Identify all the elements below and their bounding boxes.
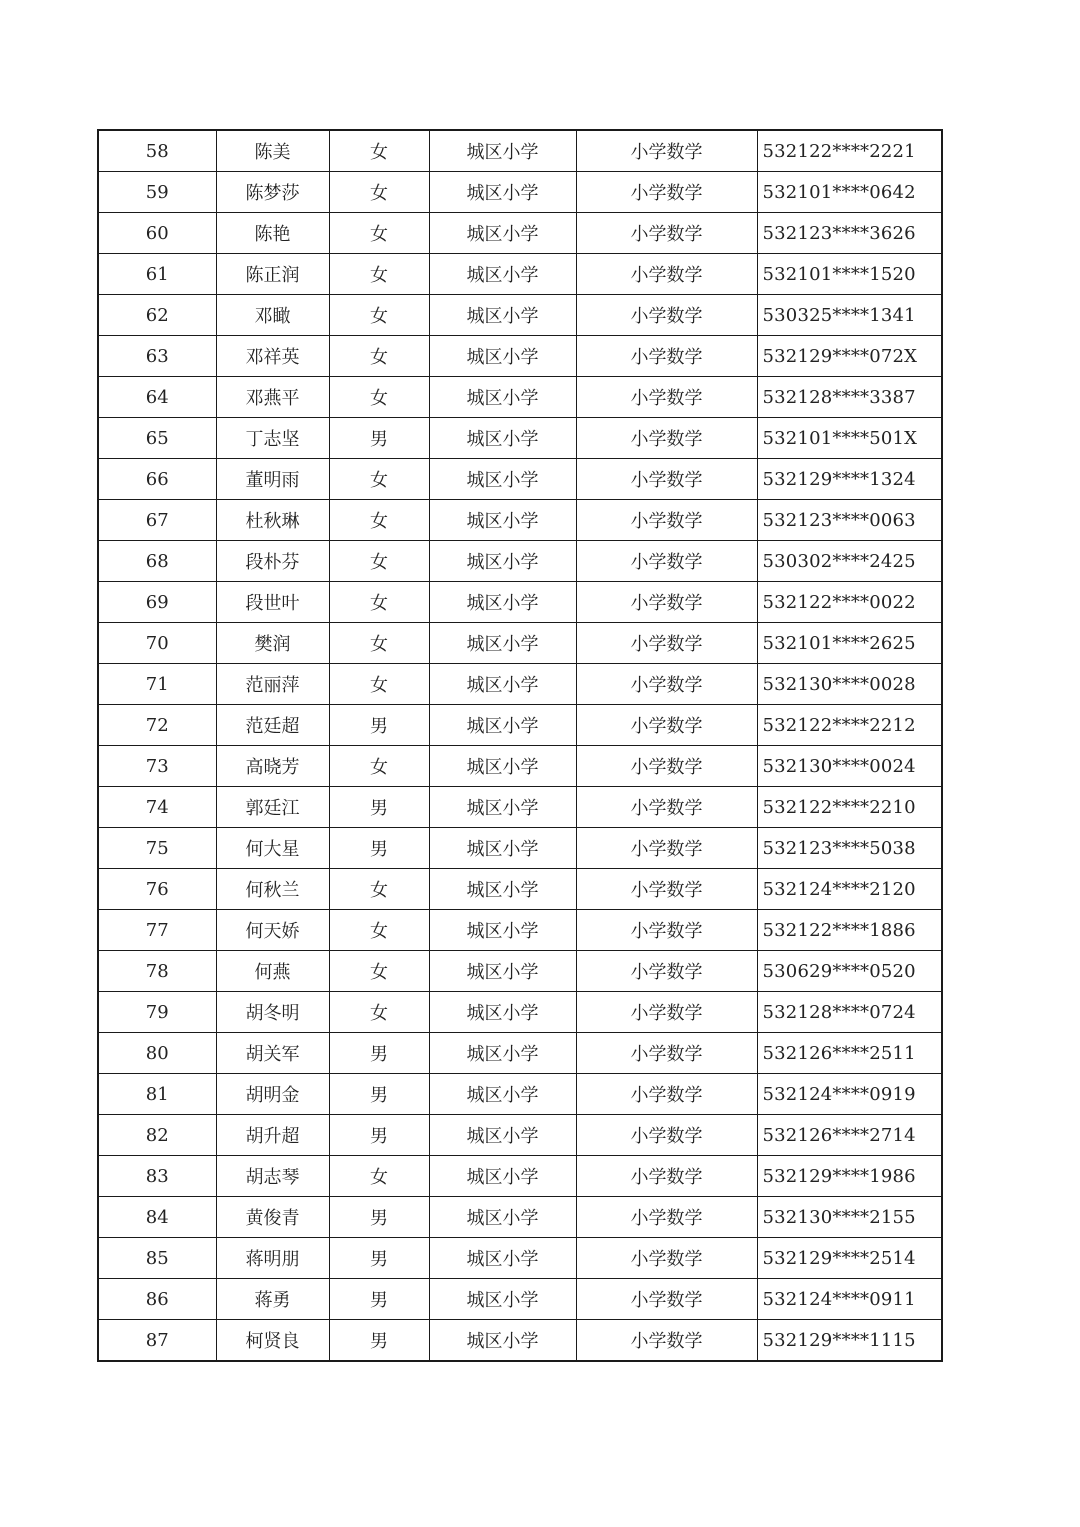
cell-number: 65 — [98, 418, 216, 459]
cell-name: 范廷超 — [216, 705, 329, 746]
table-row — [98, 951, 942, 992]
cell-id-number: 532130****0028 — [757, 664, 942, 705]
table-row — [98, 1115, 942, 1156]
cell-school: 城区小学 — [429, 336, 576, 377]
table-row — [98, 1156, 942, 1197]
cell-number: 58 — [98, 130, 216, 172]
cell-subject: 小学数学 — [576, 377, 757, 418]
cell-gender: 女 — [329, 295, 429, 336]
cell-gender: 男 — [329, 1074, 429, 1115]
table-row — [98, 1320, 942, 1362]
cell-school: 城区小学 — [429, 951, 576, 992]
cell-name: 段朴芬 — [216, 541, 329, 582]
cell-subject: 小学数学 — [576, 295, 757, 336]
cell-number: 73 — [98, 746, 216, 787]
cell-id-number: 532101****501X — [757, 418, 942, 459]
table-row — [98, 992, 942, 1033]
cell-name: 邓祥英 — [216, 336, 329, 377]
cell-school: 城区小学 — [429, 541, 576, 582]
cell-gender: 女 — [329, 910, 429, 951]
table-row — [98, 418, 942, 459]
cell-school: 城区小学 — [429, 623, 576, 664]
cell-id-number: 532122****1886 — [757, 910, 942, 951]
cell-school: 城区小学 — [429, 1156, 576, 1197]
cell-name: 何大星 — [216, 828, 329, 869]
cell-gender: 男 — [329, 787, 429, 828]
cell-name: 段世叶 — [216, 582, 329, 623]
cell-number: 64 — [98, 377, 216, 418]
table-row — [98, 172, 942, 213]
table-row — [98, 377, 942, 418]
cell-id-number: 532101****1520 — [757, 254, 942, 295]
cell-name: 陈正润 — [216, 254, 329, 295]
cell-subject: 小学数学 — [576, 172, 757, 213]
cell-number: 62 — [98, 295, 216, 336]
cell-number: 74 — [98, 787, 216, 828]
cell-subject: 小学数学 — [576, 951, 757, 992]
cell-school: 城区小学 — [429, 1238, 576, 1279]
cell-name: 胡关军 — [216, 1033, 329, 1074]
cell-gender: 女 — [329, 377, 429, 418]
cell-number: 68 — [98, 541, 216, 582]
cell-subject: 小学数学 — [576, 787, 757, 828]
cell-number: 76 — [98, 869, 216, 910]
cell-gender: 女 — [329, 541, 429, 582]
cell-id-number: 532129****1324 — [757, 459, 942, 500]
cell-name: 何秋兰 — [216, 869, 329, 910]
cell-number: 75 — [98, 828, 216, 869]
cell-subject: 小学数学 — [576, 1197, 757, 1238]
cell-number: 77 — [98, 910, 216, 951]
cell-number: 84 — [98, 1197, 216, 1238]
table-row — [98, 1238, 942, 1279]
cell-name: 范丽萍 — [216, 664, 329, 705]
roster-body — [98, 130, 942, 1361]
roster-table — [97, 129, 943, 1362]
cell-id-number: 532123****3626 — [757, 213, 942, 254]
table-row — [98, 582, 942, 623]
cell-name: 胡明金 — [216, 1074, 329, 1115]
cell-number: 67 — [98, 500, 216, 541]
cell-id-number: 532130****0024 — [757, 746, 942, 787]
cell-name: 陈美 — [216, 130, 329, 172]
cell-id-number: 532101****2625 — [757, 623, 942, 664]
cell-id-number: 530325****1341 — [757, 295, 942, 336]
cell-number: 66 — [98, 459, 216, 500]
table-row — [98, 828, 942, 869]
cell-school: 城区小学 — [429, 1074, 576, 1115]
cell-school: 城区小学 — [429, 130, 576, 172]
cell-subject: 小学数学 — [576, 336, 757, 377]
cell-number: 71 — [98, 664, 216, 705]
cell-id-number: 532124****0919 — [757, 1074, 942, 1115]
cell-school: 城区小学 — [429, 705, 576, 746]
cell-school: 城区小学 — [429, 213, 576, 254]
cell-number: 60 — [98, 213, 216, 254]
cell-gender: 女 — [329, 172, 429, 213]
cell-number: 83 — [98, 1156, 216, 1197]
cell-subject: 小学数学 — [576, 254, 757, 295]
cell-subject: 小学数学 — [576, 1279, 757, 1320]
table-row — [98, 459, 942, 500]
cell-subject: 小学数学 — [576, 828, 757, 869]
cell-subject: 小学数学 — [576, 418, 757, 459]
table-row — [98, 1074, 942, 1115]
cell-school: 城区小学 — [429, 1115, 576, 1156]
cell-name: 杜秋琳 — [216, 500, 329, 541]
table-row — [98, 541, 942, 582]
cell-name: 蒋明朋 — [216, 1238, 329, 1279]
cell-subject: 小学数学 — [576, 582, 757, 623]
cell-id-number: 532122****0022 — [757, 582, 942, 623]
cell-school: 城区小学 — [429, 992, 576, 1033]
cell-number: 86 — [98, 1279, 216, 1320]
cell-id-number: 530302****2425 — [757, 541, 942, 582]
cell-gender: 男 — [329, 1033, 429, 1074]
cell-gender: 女 — [329, 1156, 429, 1197]
cell-school: 城区小学 — [429, 500, 576, 541]
table-row — [98, 213, 942, 254]
cell-gender: 男 — [329, 828, 429, 869]
cell-subject: 小学数学 — [576, 541, 757, 582]
cell-name: 胡冬明 — [216, 992, 329, 1033]
table-row — [98, 869, 942, 910]
table-row — [98, 1197, 942, 1238]
cell-name: 郭廷江 — [216, 787, 329, 828]
cell-id-number: 532129****072X — [757, 336, 942, 377]
cell-number: 70 — [98, 623, 216, 664]
cell-school: 城区小学 — [429, 459, 576, 500]
cell-subject: 小学数学 — [576, 992, 757, 1033]
cell-number: 82 — [98, 1115, 216, 1156]
cell-name: 何燕 — [216, 951, 329, 992]
cell-name: 邓燕平 — [216, 377, 329, 418]
cell-gender: 女 — [329, 992, 429, 1033]
cell-subject: 小学数学 — [576, 213, 757, 254]
cell-gender: 男 — [329, 1279, 429, 1320]
table-row — [98, 705, 942, 746]
cell-number: 63 — [98, 336, 216, 377]
cell-school: 城区小学 — [429, 828, 576, 869]
cell-name: 胡升超 — [216, 1115, 329, 1156]
cell-school: 城区小学 — [429, 377, 576, 418]
cell-gender: 女 — [329, 951, 429, 992]
cell-id-number: 532129****2514 — [757, 1238, 942, 1279]
cell-subject: 小学数学 — [576, 1074, 757, 1115]
cell-id-number: 532122****2210 — [757, 787, 942, 828]
cell-gender: 女 — [329, 746, 429, 787]
cell-subject: 小学数学 — [576, 869, 757, 910]
cell-number: 87 — [98, 1320, 216, 1362]
cell-subject: 小学数学 — [576, 1033, 757, 1074]
cell-school: 城区小学 — [429, 910, 576, 951]
cell-gender: 女 — [329, 664, 429, 705]
cell-number: 81 — [98, 1074, 216, 1115]
cell-school: 城区小学 — [429, 254, 576, 295]
cell-name: 樊润 — [216, 623, 329, 664]
cell-id-number: 532122****2212 — [757, 705, 942, 746]
table-row — [98, 910, 942, 951]
cell-subject: 小学数学 — [576, 459, 757, 500]
table-row — [98, 254, 942, 295]
cell-name: 丁志坚 — [216, 418, 329, 459]
cell-gender: 女 — [329, 623, 429, 664]
cell-gender: 男 — [329, 1115, 429, 1156]
cell-number: 61 — [98, 254, 216, 295]
cell-school: 城区小学 — [429, 295, 576, 336]
cell-number: 72 — [98, 705, 216, 746]
cell-name: 陈梦莎 — [216, 172, 329, 213]
table-row — [98, 1279, 942, 1320]
cell-school: 城区小学 — [429, 787, 576, 828]
cell-school: 城区小学 — [429, 582, 576, 623]
cell-id-number: 532123****0063 — [757, 500, 942, 541]
cell-gender: 女 — [329, 500, 429, 541]
cell-subject: 小学数学 — [576, 1238, 757, 1279]
cell-id-number: 530629****0520 — [757, 951, 942, 992]
cell-id-number: 532101****0642 — [757, 172, 942, 213]
cell-name: 陈艳 — [216, 213, 329, 254]
cell-id-number: 532124****2120 — [757, 869, 942, 910]
cell-number: 80 — [98, 1033, 216, 1074]
cell-subject: 小学数学 — [576, 1115, 757, 1156]
cell-name: 黄俊青 — [216, 1197, 329, 1238]
cell-subject: 小学数学 — [576, 746, 757, 787]
cell-id-number: 532123****5038 — [757, 828, 942, 869]
cell-school: 城区小学 — [429, 172, 576, 213]
table-row — [98, 130, 942, 172]
table-row — [98, 746, 942, 787]
cell-school: 城区小学 — [429, 418, 576, 459]
cell-name: 何天娇 — [216, 910, 329, 951]
table-row — [98, 787, 942, 828]
table-row — [98, 664, 942, 705]
cell-subject: 小学数学 — [576, 623, 757, 664]
cell-school: 城区小学 — [429, 1279, 576, 1320]
cell-number: 85 — [98, 1238, 216, 1279]
cell-name: 胡志琴 — [216, 1156, 329, 1197]
cell-id-number: 532130****2155 — [757, 1197, 942, 1238]
cell-subject: 小学数学 — [576, 1156, 757, 1197]
cell-gender: 女 — [329, 582, 429, 623]
cell-gender: 女 — [329, 130, 429, 172]
cell-gender: 女 — [329, 459, 429, 500]
cell-number: 78 — [98, 951, 216, 992]
cell-gender: 女 — [329, 336, 429, 377]
cell-gender: 男 — [329, 705, 429, 746]
cell-subject: 小学数学 — [576, 130, 757, 172]
table-row — [98, 623, 942, 664]
cell-gender: 男 — [329, 1238, 429, 1279]
cell-subject: 小学数学 — [576, 664, 757, 705]
cell-school: 城区小学 — [429, 1320, 576, 1362]
cell-school: 城区小学 — [429, 1033, 576, 1074]
cell-id-number: 532126****2511 — [757, 1033, 942, 1074]
table-row — [98, 1033, 942, 1074]
cell-number: 59 — [98, 172, 216, 213]
cell-subject: 小学数学 — [576, 705, 757, 746]
cell-name: 董明雨 — [216, 459, 329, 500]
cell-id-number: 532124****0911 — [757, 1279, 942, 1320]
cell-subject: 小学数学 — [576, 1320, 757, 1362]
cell-name: 邓瞰 — [216, 295, 329, 336]
cell-name: 蒋勇 — [216, 1279, 329, 1320]
cell-id-number: 532128****3387 — [757, 377, 942, 418]
cell-gender: 女 — [329, 869, 429, 910]
cell-id-number: 532129****1115 — [757, 1320, 942, 1362]
cell-gender: 男 — [329, 418, 429, 459]
table-row — [98, 500, 942, 541]
cell-number: 79 — [98, 992, 216, 1033]
cell-school: 城区小学 — [429, 869, 576, 910]
cell-number: 69 — [98, 582, 216, 623]
cell-gender: 男 — [329, 1197, 429, 1238]
cell-gender: 男 — [329, 1320, 429, 1362]
cell-id-number: 532128****0724 — [757, 992, 942, 1033]
cell-gender: 女 — [329, 254, 429, 295]
cell-id-number: 532129****1986 — [757, 1156, 942, 1197]
cell-name: 高晓芳 — [216, 746, 329, 787]
cell-school: 城区小学 — [429, 1197, 576, 1238]
cell-id-number: 532122****2221 — [757, 130, 942, 172]
cell-gender: 女 — [329, 213, 429, 254]
table-row — [98, 336, 942, 377]
cell-school: 城区小学 — [429, 746, 576, 787]
cell-subject: 小学数学 — [576, 500, 757, 541]
cell-subject: 小学数学 — [576, 910, 757, 951]
cell-id-number: 532126****2714 — [757, 1115, 942, 1156]
table-row — [98, 295, 942, 336]
cell-name: 柯贤良 — [216, 1320, 329, 1362]
cell-school: 城区小学 — [429, 664, 576, 705]
